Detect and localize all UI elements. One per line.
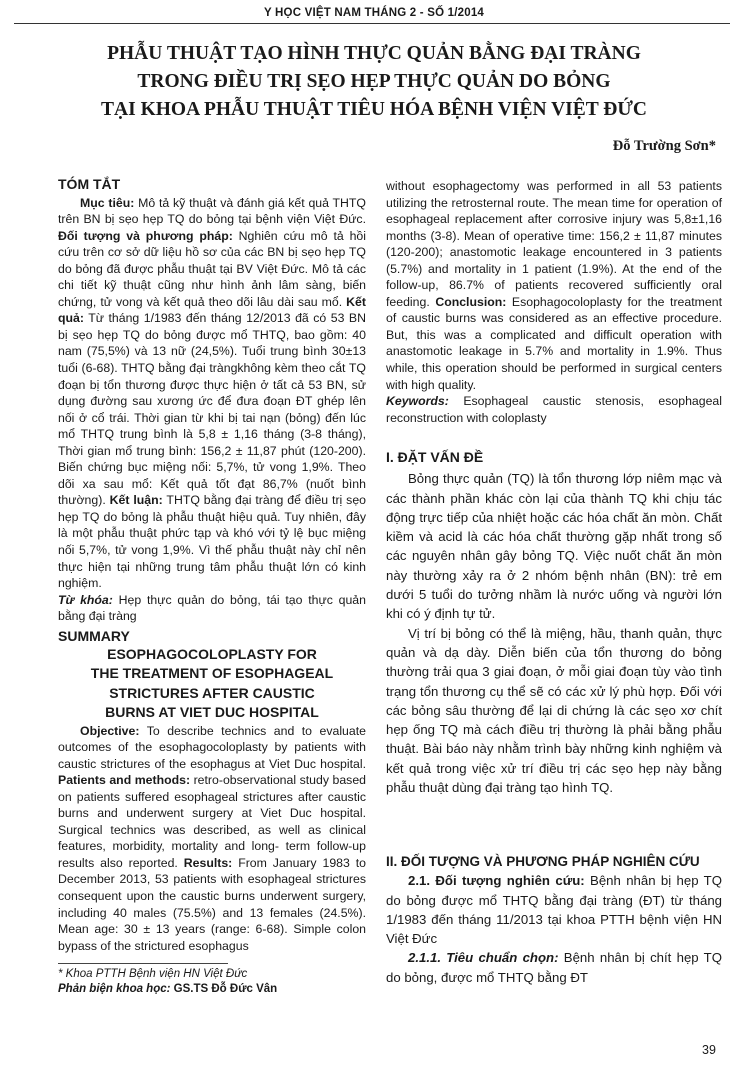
header-rule	[14, 23, 730, 24]
text: Từ tháng 1/1983 đến tháng 12/2013 đã có 53 BN bị sẹo hẹp TQ do bỏng được mổ THTQ, bao gồm: 40 nam (75,5%) và 13 nữ (24,5%). Tuổi trung bình 30±13 tuổi (6-68). THTQ bằng đại tràngkhông kèm theo cắt TQ đoạn bị tổn thương được thực hiện ở tất cả 53 BN, sử dụng đường sau xương ức để đưa đoạn ĐT ghép lên nối ở cổ trái. Thời gian từ khi bị tai nạn (bỏng) đến lúc mổ THTQ trung bình là 5,8 ± 1,16 tháng (3-8 tháng), Thời gian mổ trung bình: 156,2 ± 11,87 phút (120-200). Biến chứng bục miệng nối: 5,7%, tử vong 1,9%. Theo dõi xa sau mổ: Kết quả tốt đạt 86,7% (nuốt bình thường).	[58, 311, 366, 508]
keywords-en	[386, 393, 722, 426]
abstract-vi	[58, 176, 366, 625]
label: 2.1. Đối tượng nghiên cứu:	[408, 873, 585, 889]
label: Phản biện khoa học:	[58, 983, 171, 995]
paragraph: Bỏng thực quản (TQ) là tổn thương lớp niêm mạc và các thành phần khác còn lại của thành TQ khi chịu tác động trực tiếp của nhiệt hoặc các hóa chất ăn mòn. Chất kiềm và acid là các hóa chất thường gặp nhất trong số các nguyên nhân gây bỏng TQ. Việc nuốt chất ăn mòn này thường xảy ra ở 2 nhóm bệnh nhân (BN): trẻ em dưới 5 tuổi do tưởng nhầm là nước uống và người lớn khi có ý định tự tử.	[386, 471, 722, 622]
label: Objective:	[80, 723, 140, 738]
keywords-vi	[58, 592, 366, 625]
label: Patients and methods:	[58, 773, 191, 788]
paragraph	[386, 871, 722, 948]
label: Kết quả:	[58, 294, 366, 326]
label: Đối tượng và phương pháp:	[58, 228, 233, 243]
running-header: Y HỌC VIỆT NAM THÁNG 2 - SỐ 1/2014	[263, 7, 485, 19]
summary-body	[58, 723, 366, 955]
label: Results:	[183, 855, 233, 870]
text: Bệnh nhân bị hẹp TQ do bỏng được mổ THTQ bằng đại tràng (ĐT) từ tháng 1/1983 đến tháng 11/2013 tại khoa PTTH bệnh viện HN Việt Đức	[386, 873, 722, 947]
title-line: THE TREATMENT OF ESOPHAGEAL	[90, 665, 334, 682]
label: Kết luận:	[109, 493, 163, 508]
title-line: PHẪU THUẬT TẠO HÌNH THỰC QUẢN BẰNG ĐẠI TRÀNG	[107, 43, 641, 64]
label: 2.1.1. Tiêu chuẩn chọn:	[408, 950, 559, 966]
article-title	[40, 40, 708, 124]
author: Đỗ Trường Sơn*	[612, 138, 716, 154]
footnote-affiliation: * Khoa PTTH Bệnh viện HN Việt Đức	[58, 968, 248, 980]
summary-heading: SUMMARY	[58, 628, 130, 644]
summary	[58, 628, 366, 954]
section-heading: I. ĐẶT VẤN ĐỀ	[386, 449, 484, 465]
paragraph: Vị trí bị bỏng có thể là miệng, hầu, thanh quản, thực quản và dạ dày. Diễn biến của tổn thương do bỏng thường trải qua 3 giai đoạn, ở mỗi giai đoạn tùy vào tình trạng tổn thương cụ thể sẽ có các xử lý phù hợp. Đối với các bỏng sâu thường để lại di chứng là các sẹo xơ chít hẹp ống TQ mà cách điều trị thường là phải bằng phẫu thuật. Bài báo này nhằm trình bày những kinh nghiệm và kết quả trong việc xử trí điều trị các sẹo hẹp này bằng phẫu thuật dùng đại tràng tạo hình TQ.	[386, 625, 722, 796]
summary-continuation	[386, 178, 722, 393]
section-1	[386, 448, 722, 797]
text: Nghiên cứu mô tả hồi cứu trên cơ sở dữ liệu hồ sơ của các BN bị sẹo hẹp TQ do bỏng đã được phẫu thuật tại BV Việt Đức. Mô tả các chi tiết kỹ thuật cũng như hình ảnh lâm sàng, biến chứng, tử vong và kết quả theo dõi lâu dài sau mổ.	[58, 228, 366, 309]
section-heading: II. ĐỐI TƯỢNG VÀ PHƯƠNG PHÁP NGHIÊN CỨU	[386, 854, 700, 869]
label: Keywords:	[386, 394, 449, 409]
title-line: ESOPHAGOCOLOPLASTY FOR	[107, 645, 317, 662]
abstract-heading: TÓM TẮT	[58, 176, 121, 192]
text: retro-observational study based on patients suffered esophageal strictures after caustic burns and underwent surgery at Viet Duc hospital. Surgical technics was described, as well as clinical features, morbidity, mortality and long- term follow-up results also reported.	[58, 773, 367, 870]
text: Bệnh nhân bị chít hẹp TQ do bỏng, được mổ THTQ bằng ĐT	[386, 950, 722, 985]
section-2	[386, 852, 722, 987]
text: Hẹp thực quản do bỏng, tái tạo thực quản bằng đại tràng	[58, 592, 366, 624]
page-number: 39	[702, 1043, 716, 1057]
text: Esophagocoloplasty for the treatment of caustic burns was considered as an effective procedure. But, this was a complicated and difficult operation with anastomotic leakage in 5.7% and mortality in 1.9%. Thus while, this operation should be performed in surgical centers with high quality.	[386, 294, 722, 392]
label: Conclusion:	[435, 294, 507, 309]
paragraph	[386, 948, 722, 987]
text: without esophagectomy was performed in all 53 patients utilizing the retrosternal route. The mean time for operation of esophageal replacement after corrosive injury was 5,8±1,16 months (3-8). Mean of operative time: 156,2 ± 11,87 minutes (120-200); anastomotic leakage encountered in 3 patients (5.7%) and mortality in 1 patient (1.9%). At the end of the follow-up, 86.7% of patients recovered sufficiently oral feeding.	[386, 179, 722, 309]
text: THTQ bằng đại tràng để điều trị sẹo hẹp TQ do bỏng là phẫu thuật hiệu quả. Tuy nhiên, đây là một phẫu thuật phức tạp và khó với tỷ lệ bục miệng nối 5,7%, tử vong 1,9%. Vì thế phẫu thuật này chỉ nên thực hiện tại những trung tâm phẫu thuật lớn có kinh nghiệm.	[58, 493, 366, 591]
title-line: TRONG ĐIỀU TRỊ SẸO HẸP THỰC QUẢN DO BỎNG	[137, 71, 611, 92]
label: Từ khóa:	[58, 592, 113, 607]
text: Mô tả kỹ thuật và đánh giá kết quả THTQ trên BN bị sẹo hẹp TQ do bỏng tại bệnh viện Việt Đức.	[58, 195, 366, 227]
summary-continued	[386, 178, 722, 426]
abstract-body	[58, 195, 366, 592]
text: To describe technics and to evaluate outcomes of the esophagocoloplasty by patients with caustic strictures of the esophagus at Viet Duc hospital.	[58, 723, 366, 771]
label: Mục tiêu:	[80, 195, 135, 210]
title-line: TẠI KHOA PHẪU THUẬT TIÊU HÓA BỆNH VIỆN VIỆT ĐỨC	[101, 99, 647, 120]
text: From January 1983 to December 2013, 53 patients with esophageal strictures consequent upon the caustic burns underwent surgery, including 40 males (75.5%) and 13 females (24.5%). Mean age: 30 ± 13 years (range: 6-68). Simple colon bypass of the strictured esophagus	[58, 855, 367, 953]
summary-title	[58, 645, 366, 723]
footnote-reviewer	[58, 982, 277, 997]
text: Esophageal caustic stenosis, esophageal reconstruction with coloplasty	[386, 394, 722, 425]
text: GS.TS Đỗ Đức Vân	[170, 983, 278, 995]
title-line: BURNS AT VIET DUC HOSPITAL	[105, 704, 319, 721]
title-line: STRICTURES AFTER CAUSTIC	[109, 684, 315, 701]
footnote-rule	[58, 963, 228, 964]
